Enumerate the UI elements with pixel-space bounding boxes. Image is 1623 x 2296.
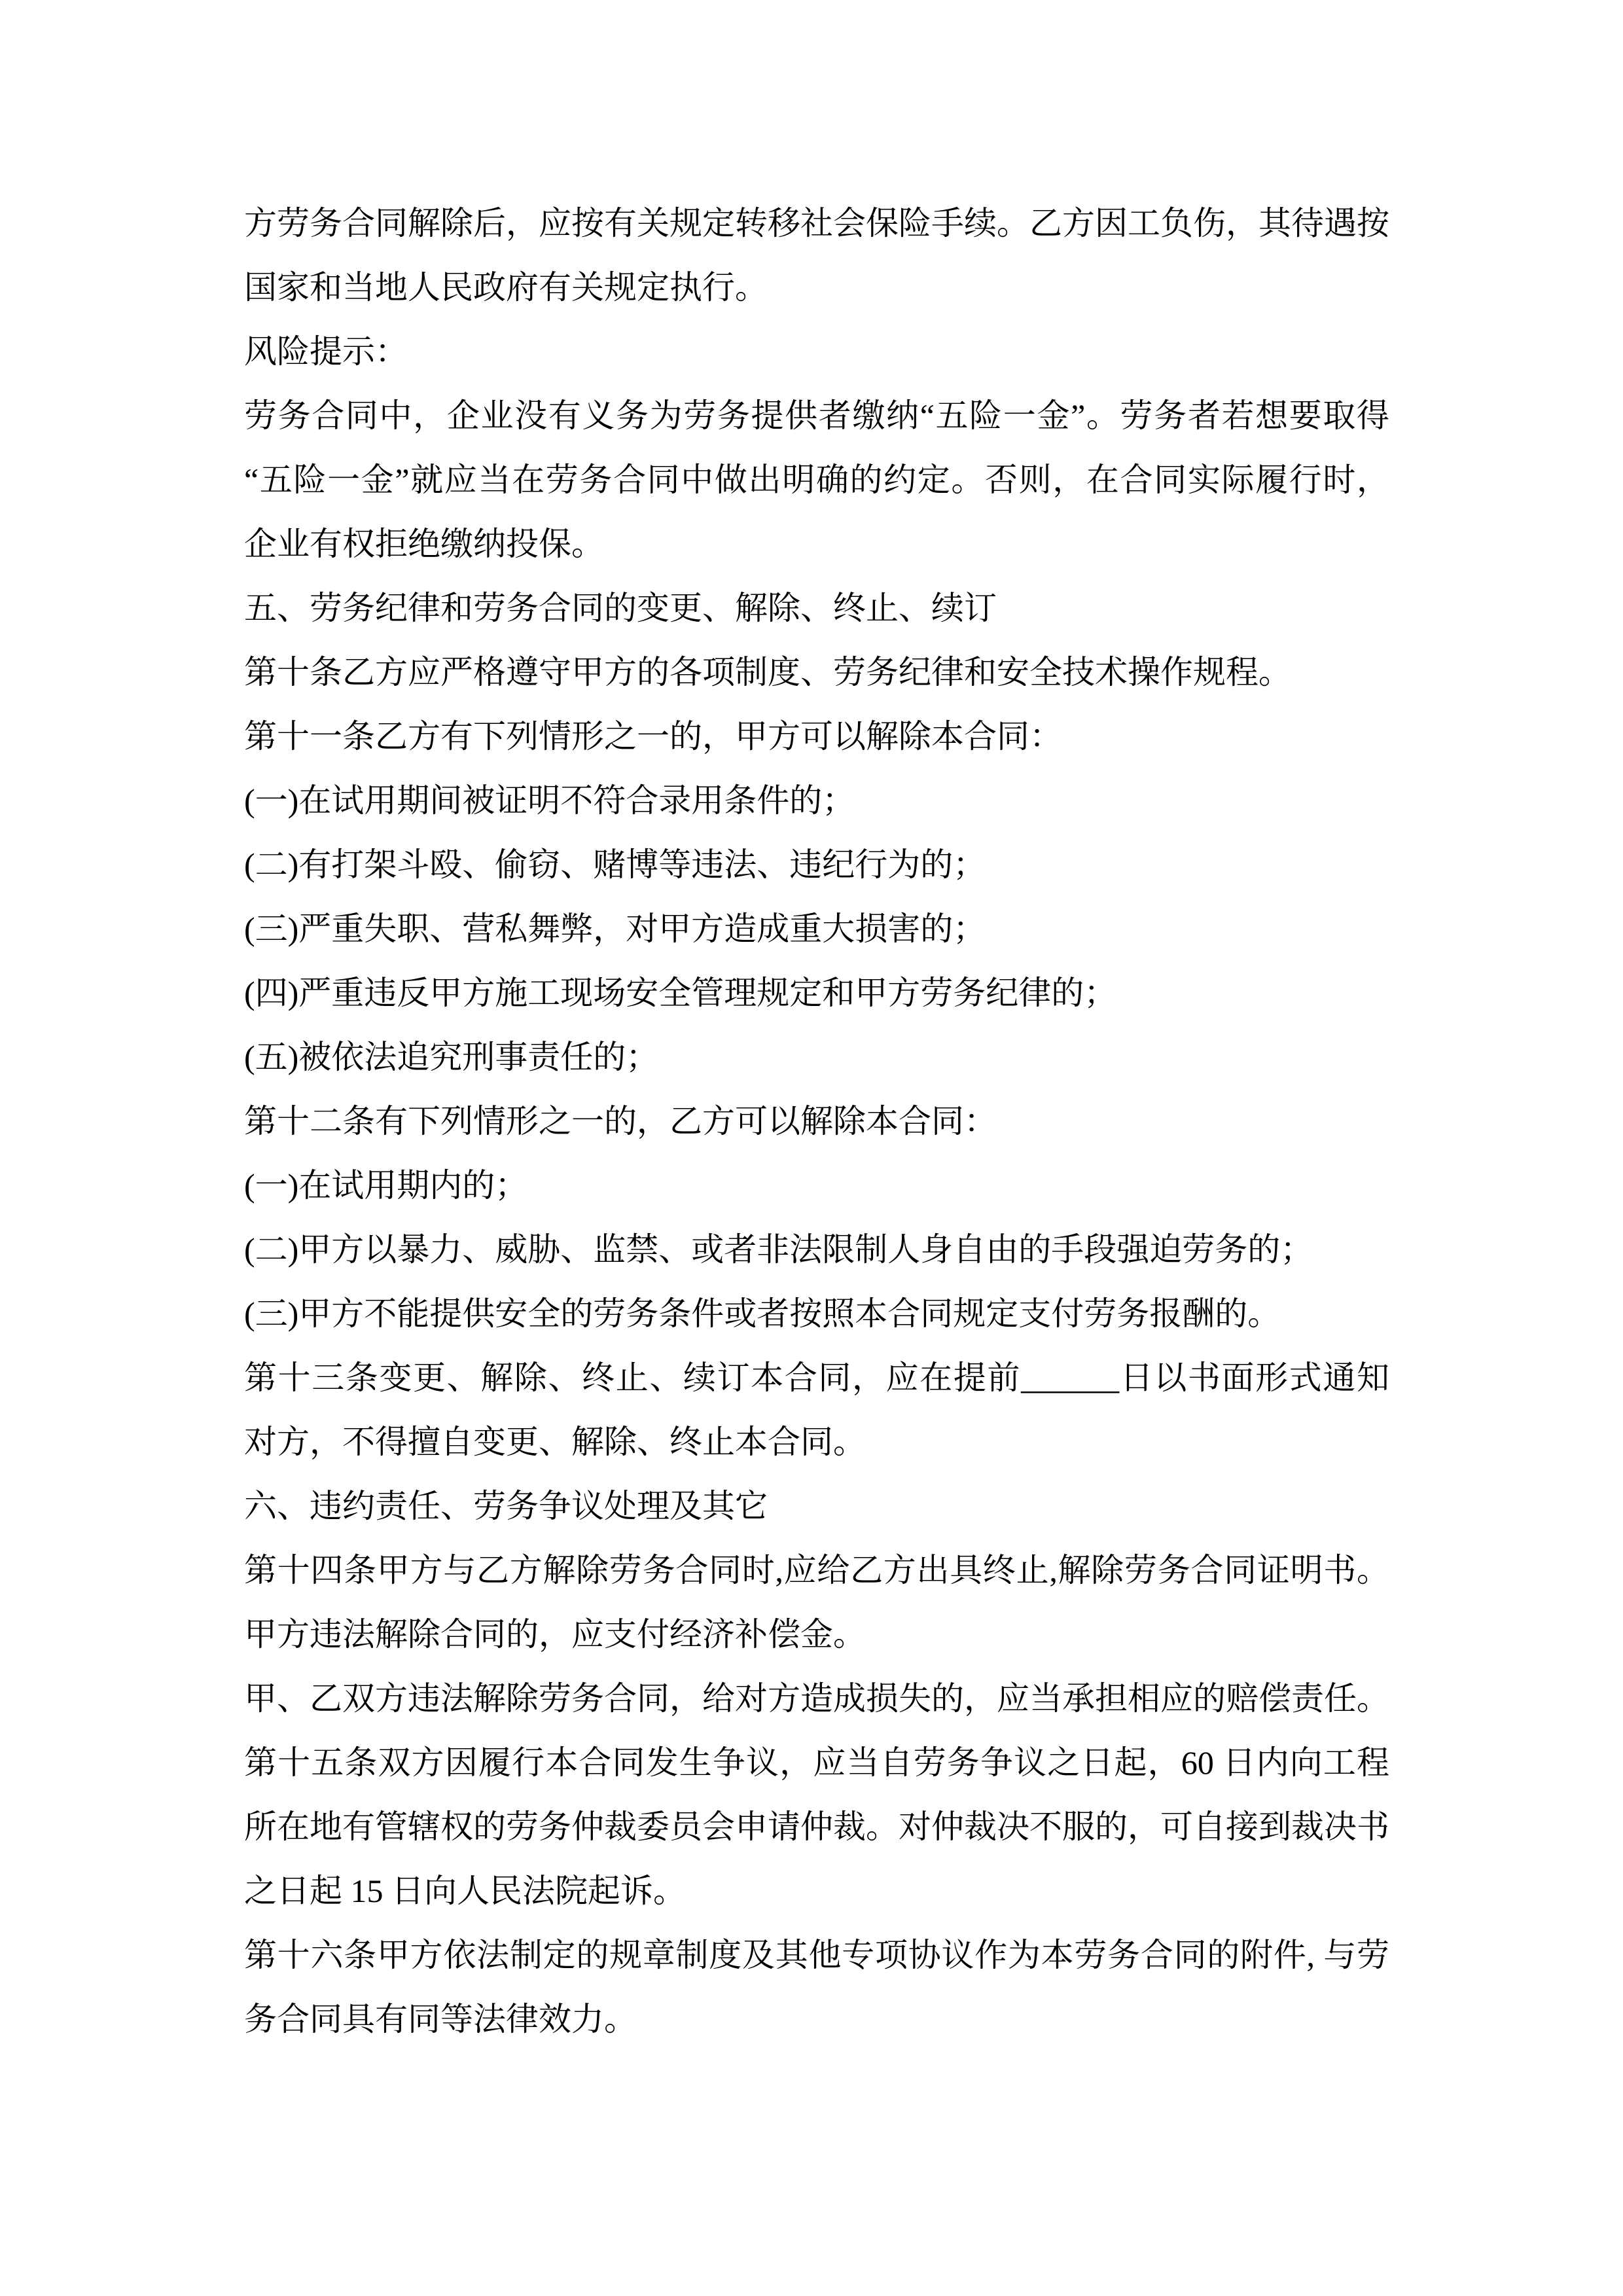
text-line: 企业有权拒绝缴纳投保。 <box>244 526 604 562</box>
text-line: 劳务合同中，企业没有义务为劳务提供者缴纳“五险一金”。劳务者若想要取得 <box>244 397 1389 434</box>
text-line: “五险一金”就应当在劳务合同中做出明确的约定。否则，在合同实际履行时， <box>244 461 1389 498</box>
text-line: (二)有打架斗殴、偷窃、赌博等违法、违纪行为的； <box>244 846 986 883</box>
text-line: 五、劳务纪律和劳务合同的变更、解除、终止、续订 <box>244 590 997 626</box>
text-line: 第十条乙方应严格遵守甲方的各项制度、劳务纪律和安全技术操作规程。 <box>244 654 1291 691</box>
text-line: (三)甲方不能提供安全的劳务条件或者按照本合同规定支付劳务报酬的。 <box>244 1295 1281 1332</box>
text-line: 之日起 15 日向人民法院起诉。 <box>244 1873 686 1909</box>
text-line: 第十一条乙方有下列情形之一的，甲方可以解除本合同： <box>244 718 1062 755</box>
text-line: 第十二条有下列情形之一的，乙方可以解除本合同： <box>244 1103 997 1139</box>
text-line: (一)在试用期间被证明不符合录用条件的； <box>244 782 855 819</box>
text-line: 所在地有管辖权的劳务仲裁委员会申请仲裁。对仲裁决不服的，可自接到裁决书 <box>244 1808 1389 1845</box>
text-line: (五)被依法追究刑事责任的； <box>244 1039 659 1075</box>
text-line: 务合同具有同等法律效力。 <box>244 2001 637 2037</box>
text-line: 方劳务合同解除后，应按有关规定转移社会保险手续。乙方因工负伤，其待遇按 <box>244 205 1389 242</box>
text-line: 第十六条甲方依法制定的规章制度及其他专项协议作为本劳务合同的附件, 与劳 <box>244 1937 1389 1973</box>
text-line: 甲、乙双方违法解除劳务合同，给对方造成损失的，应当承担相应的赔偿责任。 <box>244 1680 1389 1717</box>
text-line: 第十三条变更、解除、终止、续订本合同，应在提前______日以书面形式通知 <box>244 1359 1389 1396</box>
text-line: 甲方违法解除合同的，应支付经济补偿金。 <box>244 1616 866 1653</box>
text-line: 第十五条双方因履行本合同发生争议，应当自劳务争议之日起，60 日内向工程 <box>244 1744 1389 1781</box>
text-line: 对方，不得擅自变更、解除、终止本合同。 <box>244 1424 866 1460</box>
text-line: (一)在试用期内的； <box>244 1167 528 1204</box>
text-line: 国家和当地人民政府有关规定执行。 <box>244 269 768 306</box>
text-line: 第十四条甲方与乙方解除劳务合同时,应给乙方出具终止,解除劳务合同证明书。 <box>244 1552 1389 1588</box>
document-page <box>244 191 1389 2051</box>
text-line: (二)甲方以暴力、威胁、监禁、或者非法限制人身自由的手段强迫劳务的； <box>244 1231 1313 1268</box>
text-line: (四)严重违反甲方施工现场安全管理规定和甲方劳务纪律的； <box>244 975 1117 1011</box>
text-line: (三)严重失职、营私舞弊，对甲方造成重大损害的； <box>244 910 986 947</box>
text-line: 六、违约责任、劳务争议处理及其它 <box>244 1488 768 1524</box>
text-line: 风险提示： <box>244 333 408 370</box>
